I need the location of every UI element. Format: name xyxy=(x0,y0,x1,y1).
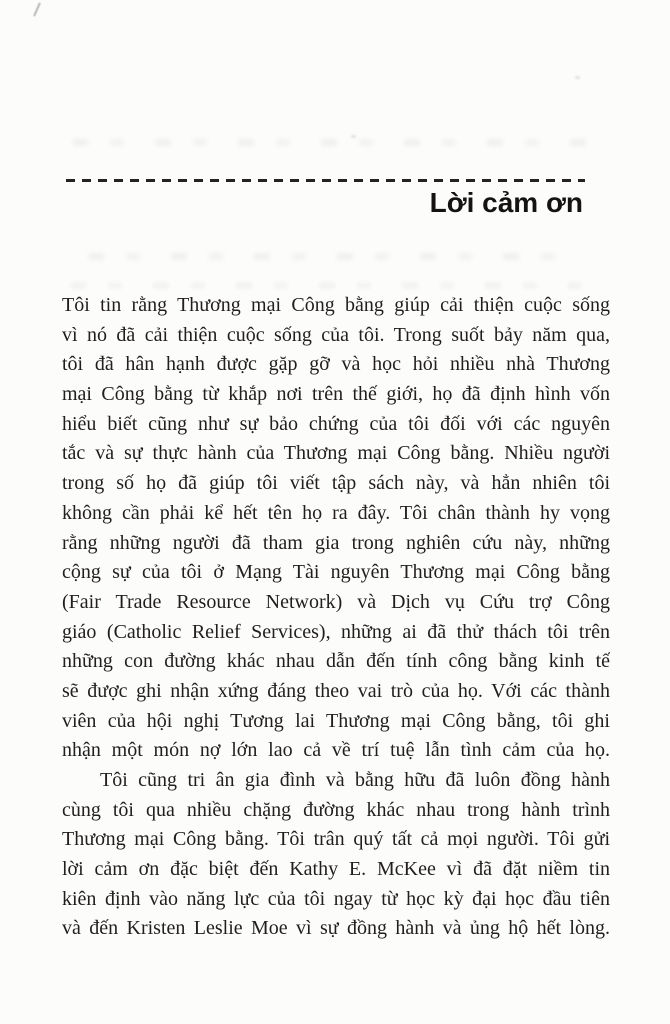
dashed-divider xyxy=(66,179,585,182)
scan-artifact xyxy=(72,139,588,146)
scan-artifact xyxy=(575,76,580,79)
scan-artifact xyxy=(33,2,41,17)
text-line: kiên định vào năng lực của tôi ngay từ học kỳ đại học đầu tiên xyxy=(62,887,610,910)
text-line: và đến Kristen Leslie Moe vì sự đồng hành và ủng hộ hết lòng. xyxy=(62,917,610,940)
text-line: Tôi tin rằng Thương mại Công bằng giúp cải thiện cuộc sống xyxy=(62,294,610,316)
scan-artifact xyxy=(351,135,356,138)
scan-artifact xyxy=(88,253,582,260)
text-line: những con đường khác nhau dẫn đến tính công bằng kinh tế xyxy=(62,650,610,673)
text-line: tôi đã hân hạnh được gặp gỡ và học hỏi nhiều nhà Thương xyxy=(62,353,610,376)
text-line: Thương mại Công bằng. Tôi trân quý tất cả mọi người. Tôi gửi xyxy=(62,828,610,851)
text-line: sẽ được ghi nhận xứng đáng theo vai trò của họ. Với các thành xyxy=(62,679,610,702)
text-line: hiểu biết cũng như sự bảo chứng của tôi đối với các nguyên xyxy=(62,412,610,435)
text-line: (Fair Trade Resource Network) và Dịch vụ Cứu trợ Công xyxy=(62,590,610,613)
text-line: cộng sự của tôi ở Mạng Tài nguyên Thương mại Công bằng xyxy=(62,561,610,584)
page-title: Lời cảm ơn xyxy=(429,187,583,218)
text-line: không cần phải kể hết tên họ ra đây. Tôi chân thành hy vọng xyxy=(62,501,610,524)
body-text xyxy=(62,291,610,944)
text-line: giáo (Catholic Relief Services), những ai đã thử thách tôi trên xyxy=(62,620,610,643)
text-line: nhận một món nợ lớn lao cả về trí tuệ lẫn tình cảm của họ. xyxy=(62,739,610,762)
text-line: Tôi cũng tri ân gia đình và bằng hữu đã luôn đồng hành xyxy=(100,769,610,791)
text-line: mại Công bằng từ khắp nơi trên thế giới, họ đã định hình vốn xyxy=(62,383,610,406)
text-line: viên của hội nghị Tương lai Thương mại Công bằng, tôi ghi xyxy=(62,709,610,732)
text-line: tắc và sự thực hành của Thương mại Công bằng. Nhiều người xyxy=(62,442,610,465)
text-line: lời cảm ơn đặc biệt đến Kathy E. McKee vì đã đặt niềm tin xyxy=(62,858,610,881)
text-line: cùng tôi qua nhiều chặng đường khác nhau trong hành trình xyxy=(62,798,610,821)
text-line: trong số họ đã giúp tôi viết tập sách này, và hẳn nhiên tôi xyxy=(62,472,610,495)
text-line: vì nó đã cải thiện cuộc sống của tôi. Trong suốt bảy năm qua, xyxy=(62,323,610,346)
text-line: rằng những người đã tham gia trong nghiên cứu này, những xyxy=(62,531,610,554)
scan-artifact xyxy=(70,282,582,289)
